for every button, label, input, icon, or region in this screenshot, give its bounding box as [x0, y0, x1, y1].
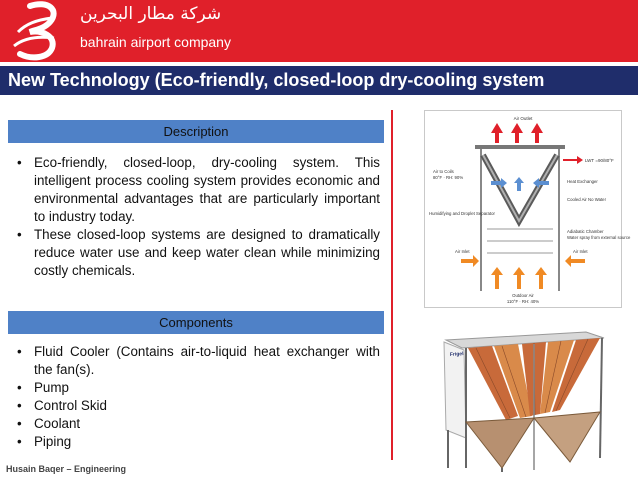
component-bullet: • Control Skid: [14, 397, 380, 415]
diagram-adiabatic: Adiabatic Chamber: [567, 229, 604, 234]
diagram-lwt: LWT =90/80°F: [585, 158, 614, 163]
diagram-humidifying: Humidifying and Droplet Separator: [429, 211, 495, 216]
components-list: [14, 343, 380, 451]
diagram-outdoor-temp: 110°F · RH: 40%: [506, 299, 540, 304]
component-bullet: • Coolant: [14, 415, 380, 433]
diagram-air-to-coils: Air to Coils: [433, 169, 454, 174]
bahrain-airport-logo-icon: [8, 2, 70, 60]
components-heading: Components: [8, 311, 384, 334]
description-bullet: • Eco-friendly, closed-loop, dry-cooling system. This intelligent process cooling system provides economic and environmental advantages that are particularly important to industry today.: [14, 154, 380, 226]
footer-author: Husain Baqer – Engineering: [6, 464, 127, 474]
company-name-english: bahrain airport company: [80, 34, 231, 50]
diagram-heat-exchanger: Heat Exchanger: [567, 179, 598, 184]
description-list: [14, 154, 380, 280]
photo-brand-label: Frigel: [449, 351, 464, 358]
slide-title: New Technology (Eco-friendly, closed-loop dry-cooling system: [8, 70, 545, 90]
diagram-air-to-coils-temp: 80°F · RH: 90%: [433, 175, 464, 180]
company-name-arabic: شركة مطار البحرين: [80, 4, 222, 24]
component-bullet: • Fluid Cooler (Contains air-to-liquid heat exchanger with the fan(s).: [14, 343, 380, 379]
component-bullet: • Piping: [14, 433, 380, 451]
vertical-divider: [391, 110, 393, 460]
description-bullet: • These closed-loop systems are designed to dramatically reduce water use and keep water clean while minimizing costly chemicals.: [14, 226, 380, 280]
description-heading: Description: [8, 120, 384, 143]
component-bullet: • Pump: [14, 379, 380, 397]
diagram-air-inlet-right: Air Inlet: [573, 249, 588, 254]
diagram-outdoor-air: Outdoor Air: [512, 293, 534, 298]
dry-cooler-diagram: [424, 110, 631, 308]
diagram-water-spray: Water spray from external source: [567, 235, 631, 240]
diagram-air-inlet-left: Air Inlet: [455, 249, 470, 254]
fluid-cooler-photo: [436, 318, 608, 474]
diagram-cooled-air: Cooled Air No Water: [567, 197, 607, 202]
diagram-air-outlet: Air Outlet: [513, 116, 533, 121]
